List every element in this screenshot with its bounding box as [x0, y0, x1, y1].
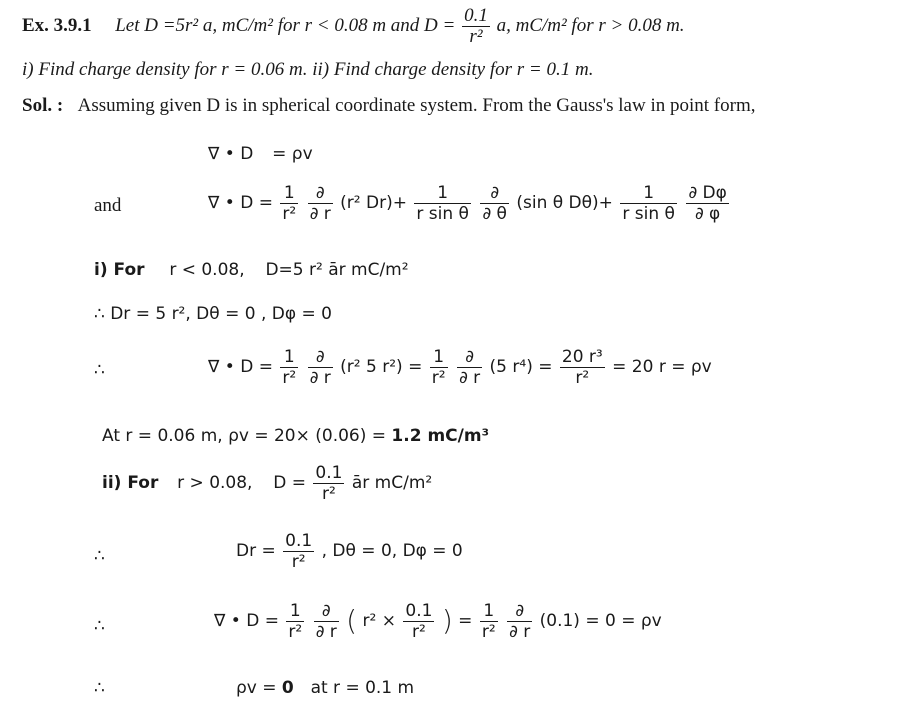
term1-deriv: $\frac{\partial}{\partial r}$: [309, 182, 331, 224]
final-result: [236, 676, 414, 700]
given-part-b: a, mC/m² for r > 0.08 m.: [496, 14, 685, 36]
div-lhs: ∇ • D =: [208, 193, 273, 213]
part2-heading: [102, 458, 432, 508]
part2-label: ii) For: [102, 473, 159, 493]
part2-components: [236, 526, 463, 576]
part1-d1: $\frac{\partial}{\partial r}$: [309, 346, 331, 388]
solution-label: Sol. :: [22, 95, 64, 116]
part2-therefore-3: ∴: [94, 678, 105, 698]
part2-e1: $\frac{\partial}{\partial r}$: [315, 600, 337, 642]
part1-d2: $\frac{\partial}{\partial r}$: [458, 346, 481, 388]
part1-body1: (r² 5 r²) =: [340, 357, 423, 377]
part2-dr-lhs: Dr =: [236, 541, 276, 561]
part2-therefore-1: ∴: [94, 546, 105, 566]
part1-f2: $\frac{1}{\text{r²}}$: [431, 346, 446, 388]
part2-inner-a: r² ×: [362, 611, 396, 631]
term2-coeff: $\frac{1}{\text{r sin θ}}$: [416, 182, 469, 224]
given-part-a: Let D =5r² a, mC/m² for r < 0.08 m and D =: [115, 14, 456, 36]
part1-body2: (5 r⁴) =: [489, 357, 553, 377]
spherical-divergence-equation: [208, 178, 731, 228]
part2-dr-rest: , Dθ = 0, Dφ = 0: [321, 541, 463, 561]
term1-coeff: $\frac{1}{\text{r²}}$: [282, 182, 297, 224]
part1-divergence: [208, 342, 712, 392]
solution-intro-text: Assuming given D is in spherical coordinate system. From the Gauss's law in point form,: [77, 95, 756, 116]
part2-e2: $\frac{\partial}{\partial r}$: [509, 600, 531, 642]
part1-therefore: ∴: [94, 360, 105, 380]
divergence-rhs: = ρv: [272, 144, 313, 164]
term1-body: (r² Dr)+: [340, 193, 407, 213]
part1-field: D=5 r² ār mC/m²: [265, 260, 409, 280]
given-frac-num: 0.1: [464, 5, 488, 26]
solution-intro: [22, 94, 755, 118]
part1-components: ∴ Dr = 5 r², Dθ = 0 , Dφ = 0: [94, 304, 332, 324]
gauss-law-equation: [208, 142, 313, 166]
part2-tail: (0.1) = 0 = ρv: [539, 611, 662, 631]
part1-f1: $\frac{1}{\text{r²}}$: [282, 346, 297, 388]
left-paren: (: [346, 604, 358, 637]
part1-div-lhs: ∇ • D =: [208, 357, 273, 377]
term3-deriv: $\frac{\partial D\varphi}{\partial \varphi}$: [688, 182, 727, 224]
and-label: and: [94, 195, 122, 216]
given-frac-den: r²: [469, 26, 483, 47]
given-fraction: [462, 6, 490, 47]
final-rest: at r = 0.1 m: [310, 678, 415, 698]
part1-at-line: At r = 0.06 m, ρv = 20× (0.06) =: [102, 426, 387, 446]
question-text: i) Find charge density for r = 0.06 m. ii) Find charge density for r = 0.1 m.: [22, 59, 594, 80]
part1-heading: [94, 258, 409, 282]
part2-therefore-2: ∴: [94, 616, 105, 636]
part1-f3: $\frac{\text{20 r³}}{\text{r²}}$: [561, 346, 603, 388]
term2-body: (sin θ Dθ)+: [516, 193, 613, 213]
part2-field-lhs: D =: [273, 473, 307, 493]
part1-evaluation: [102, 424, 489, 448]
part2-inner-frac: $\frac{0.1}{\text{r²}}$: [405, 600, 433, 642]
part2-field-frac: $\frac{0.1}{\text{r²}}$: [315, 462, 343, 504]
right-paren: ): [441, 604, 453, 637]
final-value: 0: [281, 678, 294, 698]
part2-g2: $\frac{1}{\text{r²}}$: [481, 600, 496, 642]
part2-divergence: [214, 596, 662, 646]
part2-div-lhs: ∇ • D =: [214, 611, 279, 631]
part2-field-rhs: ār mC/m²: [351, 473, 433, 493]
part2-g1: $\frac{1}{\text{r²}}$: [288, 600, 303, 642]
part1-result: = 20 r = ρv: [612, 357, 712, 377]
divergence-lhs: ∇ • D: [208, 144, 254, 164]
term2-deriv: $\frac{\partial}{\partial \theta}$: [482, 182, 507, 224]
example-label: Ex. 3.9.1: [22, 14, 92, 36]
part1-at-result: 1.2 mC/m³: [391, 426, 490, 446]
part2-eq-mid: =: [458, 611, 473, 631]
part2-dr-frac: $\frac{0.1}{\text{r²}}$: [285, 530, 313, 572]
final-lhs: ρv =: [236, 678, 277, 698]
part1-condition: r < 0.08,: [169, 260, 245, 280]
example-statement: [22, 6, 685, 47]
part1-label: i) For: [94, 260, 145, 280]
term3-coeff: $\frac{1}{\text{r sin θ}}$: [622, 182, 675, 224]
part2-condition: r > 0.08,: [177, 473, 253, 493]
